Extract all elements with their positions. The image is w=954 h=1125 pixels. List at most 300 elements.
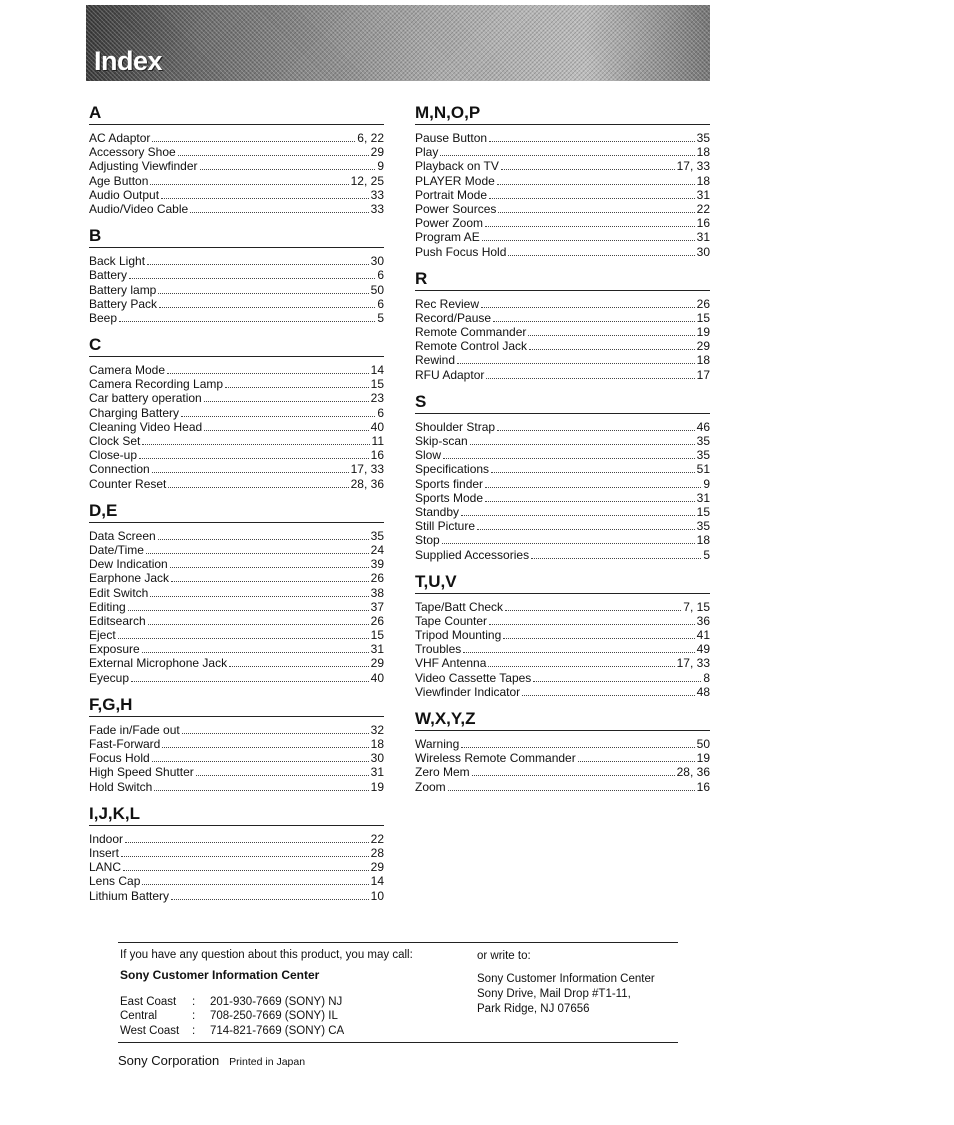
- dot-leader: [142, 875, 368, 885]
- entry-page: 7, 15: [683, 599, 710, 614]
- address-line: Sony Customer Information Center: [477, 973, 655, 985]
- section-rule: [89, 356, 384, 357]
- entry-list: [415, 297, 710, 382]
- entry-label: Video Cassette Tapes: [415, 670, 532, 685]
- index-section: [415, 708, 710, 794]
- section-rule: [415, 290, 710, 291]
- index-entry: [415, 642, 710, 656]
- dot-leader: [159, 298, 375, 308]
- entry-label: Beep: [89, 310, 118, 325]
- entry-page: 23: [370, 391, 384, 406]
- index-entry: [89, 846, 384, 860]
- entry-list: [89, 131, 384, 216]
- index-entry: [89, 188, 384, 202]
- entry-list: [415, 737, 710, 794]
- entry-page: 16: [696, 779, 710, 794]
- entry-label: Data Screen: [89, 528, 156, 543]
- entry-page: 6: [377, 405, 384, 420]
- index-entry: [89, 391, 384, 405]
- dot-leader: [146, 544, 369, 554]
- corporation-name: Sony Corporation: [118, 1053, 220, 1068]
- dot-leader: [442, 534, 695, 544]
- dot-leader: [485, 478, 701, 488]
- dot-leader: [148, 615, 369, 625]
- entry-page: 18: [696, 145, 710, 160]
- index-section: [415, 268, 710, 382]
- entry-page: 28: [370, 845, 384, 860]
- dot-leader: [178, 146, 369, 156]
- dot-leader: [147, 255, 369, 265]
- dot-leader: [497, 421, 695, 431]
- entry-label: Eyecup: [89, 670, 130, 685]
- entry-label: Standby: [415, 504, 460, 519]
- index-entry: [415, 737, 710, 751]
- entry-page: 35: [696, 519, 710, 534]
- entry-page: 5: [377, 310, 384, 325]
- contact-phone: 201-930-7669 (SONY) NJ: [210, 996, 343, 1008]
- entry-page: 30: [370, 254, 384, 269]
- dot-leader: [200, 160, 376, 170]
- index-entry: [415, 477, 710, 491]
- contact-region: West Coast: [120, 1025, 180, 1037]
- dot-leader: [171, 890, 369, 900]
- index-entry: [415, 462, 710, 476]
- entry-label: Remote Control Jack: [415, 339, 528, 354]
- section-heading: R: [415, 268, 428, 288]
- entry-page: 49: [696, 642, 710, 657]
- entry-label: Back Light: [89, 254, 146, 269]
- entry-page: 33: [370, 201, 384, 216]
- entry-page: 6: [377, 268, 384, 283]
- entry-page: 30: [696, 244, 710, 259]
- index-entry: [89, 600, 384, 614]
- dot-leader: [493, 312, 695, 322]
- index-entry: [415, 311, 710, 325]
- index-entry: [89, 377, 384, 391]
- entry-page: 29: [696, 339, 710, 354]
- index-entry: [415, 765, 710, 779]
- dot-leader: [128, 601, 369, 611]
- entry-page: 35: [696, 434, 710, 448]
- dot-leader: [443, 449, 695, 459]
- entry-page: 15: [696, 504, 710, 519]
- dot-leader: [529, 340, 695, 350]
- dot-leader: [119, 312, 375, 322]
- index-entry: [89, 628, 384, 642]
- section-heading: S: [415, 391, 427, 411]
- entry-page: 38: [370, 585, 384, 600]
- dot-leader: [190, 203, 368, 213]
- write-text: or write to:: [477, 950, 531, 962]
- section-heading: B: [89, 226, 102, 246]
- entry-page: 10: [370, 888, 384, 903]
- entry-label: Remote Commander: [415, 325, 527, 340]
- dot-leader: [461, 738, 694, 748]
- section-heading: I,J,K,L: [89, 803, 141, 823]
- contact-phone: 714-821-7669 (SONY) CA: [210, 1025, 345, 1037]
- entry-page: 17: [696, 367, 710, 382]
- entry-page: 31: [370, 642, 384, 657]
- entry-label: Cleaning Video Head: [89, 419, 203, 434]
- entry-label: Viewfinder Indicator: [415, 684, 521, 699]
- dot-leader: [118, 629, 369, 639]
- dot-leader: [167, 364, 369, 374]
- entry-label: Accessory Shoe: [89, 145, 176, 160]
- page-title: Index: [94, 46, 163, 76]
- dot-leader: [485, 217, 695, 227]
- index-entry: [415, 131, 710, 145]
- entry-list: [415, 600, 710, 699]
- entry-label: Tape Counter: [415, 613, 488, 628]
- dot-leader: [448, 781, 695, 791]
- index-entry: [89, 874, 384, 888]
- dot-leader: [470, 435, 695, 445]
- entry-label: Insert: [89, 845, 120, 860]
- dot-leader: [533, 672, 701, 682]
- entry-label: Audio Output: [89, 187, 160, 202]
- section-heading: F,G,H: [89, 694, 133, 714]
- dot-leader: [182, 724, 369, 734]
- corporation-line: [118, 1053, 305, 1068]
- dot-leader: [152, 132, 355, 142]
- index-entry: [89, 586, 384, 600]
- index-entry: [89, 462, 384, 476]
- dot-leader: [489, 189, 695, 199]
- entry-label: Pause Button: [415, 131, 488, 145]
- entry-label: External Microphone Jack: [89, 656, 228, 671]
- index-entry: [415, 230, 710, 244]
- dot-leader: [457, 354, 695, 364]
- dot-leader: [150, 587, 368, 597]
- dot-leader: [477, 520, 695, 530]
- index-entry: [89, 832, 384, 846]
- index-entry: [415, 339, 710, 353]
- dot-leader: [481, 298, 695, 308]
- entry-page: 6: [377, 296, 384, 311]
- printed-in-text: Printed in Japan: [229, 1056, 306, 1068]
- section-rule: [89, 825, 384, 826]
- entry-label: Tripod Mounting: [415, 628, 502, 643]
- dot-leader: [501, 160, 675, 170]
- index-entry: [415, 159, 710, 173]
- entry-label: Program AE: [415, 230, 480, 245]
- entry-page: 39: [370, 557, 384, 572]
- entry-label: Editing: [89, 599, 126, 614]
- dot-leader: [168, 478, 348, 488]
- index-entry: [415, 420, 710, 434]
- dot-leader: [139, 449, 369, 459]
- entry-label: Playback on TV: [415, 159, 499, 174]
- entry-label: Date/Time: [89, 542, 144, 557]
- entry-label: Record/Pause: [415, 310, 492, 325]
- index-entry: [415, 368, 710, 382]
- index-entry: [415, 202, 710, 216]
- index-entry: [89, 159, 384, 173]
- section-rule: [415, 413, 710, 414]
- entry-label: Sports Mode: [415, 490, 484, 505]
- dot-leader: [142, 435, 369, 445]
- index-entry: [89, 765, 384, 779]
- entry-page: 12, 25: [350, 173, 384, 188]
- index-entry: [89, 420, 384, 434]
- entry-page: 19: [696, 325, 710, 340]
- dot-leader: [154, 781, 368, 791]
- index-entry: [89, 145, 384, 159]
- dot-leader: [505, 601, 681, 611]
- entry-label: PLAYER Mode: [415, 173, 495, 188]
- index-entry: [89, 406, 384, 420]
- entry-label: Connection: [89, 462, 150, 477]
- index-entry: [89, 543, 384, 557]
- section-rule: [89, 247, 384, 248]
- entry-page: 24: [370, 542, 384, 557]
- dot-leader: [152, 463, 349, 473]
- entry-label: Battery: [89, 268, 128, 283]
- footer-top-rule: [118, 942, 678, 943]
- entry-page: 11: [371, 434, 384, 448]
- entry-label: Charging Battery: [89, 405, 180, 420]
- contact-row-east: [120, 995, 420, 1009]
- index-entry: [415, 505, 710, 519]
- entry-page: 17, 33: [350, 462, 384, 477]
- dot-leader: [150, 175, 348, 185]
- index-entry: [89, 614, 384, 628]
- entry-label: Supplied Accessories: [415, 547, 530, 562]
- entry-label: Indoor: [89, 831, 124, 846]
- entry-label: RFU Adaptor: [415, 367, 485, 382]
- index-entry: [415, 188, 710, 202]
- index-section: [89, 334, 384, 491]
- entry-page: 31: [696, 490, 710, 505]
- index-entry: [415, 519, 710, 533]
- entry-label: Slow: [415, 448, 442, 463]
- entry-page: 50: [696, 737, 710, 751]
- entry-label: LANC: [89, 860, 122, 875]
- entry-page: 15: [370, 377, 384, 392]
- index-entry: [89, 174, 384, 188]
- contact-footer: [118, 942, 678, 1072]
- section-heading: D,E: [89, 500, 118, 520]
- entry-page: 26: [696, 296, 710, 311]
- section-heading: A: [89, 103, 102, 122]
- entry-page: 29: [370, 656, 384, 671]
- dot-leader: [498, 203, 694, 213]
- footer-bottom-rule: [118, 1042, 678, 1043]
- dot-leader: [508, 246, 694, 256]
- index-section: [415, 102, 710, 259]
- index-entry: [89, 557, 384, 571]
- dot-leader: [497, 175, 695, 185]
- entry-page: 18: [370, 737, 384, 751]
- entry-page: 26: [370, 571, 384, 586]
- index-entry: [89, 671, 384, 685]
- contact-separator: :: [192, 1025, 196, 1037]
- index-entry: [415, 600, 710, 614]
- entry-page: 15: [370, 628, 384, 643]
- dot-leader: [170, 558, 369, 568]
- index-entry: [89, 656, 384, 670]
- dot-leader: [196, 766, 369, 776]
- entry-page: 18: [696, 173, 710, 188]
- dot-leader: [204, 392, 369, 402]
- entry-page: 41: [696, 628, 710, 643]
- index-entry: [415, 671, 710, 685]
- entry-label: Troubles: [415, 642, 462, 657]
- entry-page: 35: [696, 448, 710, 463]
- index-entry: [89, 202, 384, 216]
- index-entry: [89, 297, 384, 311]
- entry-label: Play: [415, 145, 439, 160]
- index-entry: [89, 434, 384, 448]
- entry-label: Zoom: [415, 779, 446, 794]
- entry-page: 46: [696, 419, 710, 434]
- entry-label: Rewind: [415, 353, 456, 368]
- section-heading: C: [89, 335, 102, 355]
- entry-label: AC Adaptor: [89, 131, 151, 145]
- entry-label: Eject: [89, 628, 116, 643]
- entry-label: Camera Recording Lamp: [89, 377, 224, 392]
- entry-page: 37: [370, 599, 384, 614]
- entry-page: 30: [370, 751, 384, 766]
- entry-list: [89, 363, 384, 491]
- entry-label: Edit Switch: [89, 585, 149, 600]
- entry-page: 14: [370, 874, 384, 889]
- entry-page: 26: [370, 613, 384, 628]
- entry-label: Dew Indication: [89, 557, 168, 572]
- index-column-right: [415, 102, 710, 803]
- entry-label: Wireless Remote Commander: [415, 751, 576, 766]
- index-entry: [415, 614, 710, 628]
- entry-label: Still Picture: [415, 519, 476, 534]
- index-entry: [415, 325, 710, 339]
- dot-leader: [225, 378, 369, 388]
- entry-label: Rec Review: [415, 296, 480, 311]
- index-entry: [89, 529, 384, 543]
- index-entry: [89, 860, 384, 874]
- dot-leader: [482, 231, 695, 241]
- entry-page: 28, 36: [676, 765, 710, 780]
- dot-leader: [204, 421, 368, 431]
- index-entry: [415, 751, 710, 765]
- dot-leader: [522, 686, 694, 696]
- entry-label: Tape/Batt Check: [415, 599, 504, 614]
- index-entry: [415, 491, 710, 505]
- section-rule: [415, 730, 710, 731]
- entry-label: Earphone Jack: [89, 571, 170, 586]
- index-entry: [415, 448, 710, 462]
- section-rule: [89, 124, 384, 125]
- entry-page: 29: [370, 145, 384, 160]
- index-entry: [415, 434, 710, 448]
- dot-leader: [503, 629, 694, 639]
- entry-page: 16: [370, 448, 384, 463]
- entry-list: [89, 529, 384, 685]
- entry-page: 22: [370, 831, 384, 846]
- index-entry: [89, 254, 384, 268]
- section-heading: M,N,O,P: [415, 103, 481, 122]
- index-entry: [89, 283, 384, 297]
- entry-label: Camera Mode: [89, 363, 166, 378]
- entry-label: Adjusting Viewfinder: [89, 159, 198, 174]
- entry-page: 31: [696, 187, 710, 202]
- index-entry: [89, 131, 384, 145]
- index-section: [415, 391, 710, 562]
- entry-page: 6, 22: [357, 131, 384, 145]
- address-line: Park Ridge, NJ 07656: [477, 1003, 590, 1015]
- entry-list: [415, 420, 710, 562]
- entry-label: Audio/Video Cable: [89, 201, 189, 216]
- entry-page: 35: [696, 131, 710, 145]
- entry-page: 50: [370, 282, 384, 297]
- index-entry: [415, 780, 710, 794]
- entry-list: [415, 131, 710, 259]
- entry-label: Power Sources: [415, 201, 497, 216]
- entry-page: 15: [696, 310, 710, 325]
- entry-page: 28, 36: [350, 476, 384, 491]
- index-entry: [415, 628, 710, 642]
- entry-page: 17, 33: [676, 159, 710, 174]
- entry-page: 33: [370, 187, 384, 202]
- entry-page: 19: [370, 779, 384, 794]
- index-section: [89, 694, 384, 794]
- index-entry: [89, 737, 384, 751]
- entry-label: Editsearch: [89, 613, 146, 628]
- dot-leader: [152, 752, 369, 762]
- entry-label: Exposure: [89, 642, 140, 657]
- entry-label: Power Zoom: [415, 216, 484, 231]
- section-rule: [415, 124, 710, 125]
- entry-page: 36: [696, 613, 710, 628]
- entry-label: Age Button: [89, 173, 149, 188]
- index-entry: [89, 642, 384, 656]
- dot-leader: [491, 463, 695, 473]
- entry-label: Stop: [415, 533, 440, 548]
- entry-list: [89, 254, 384, 325]
- dot-leader: [486, 369, 694, 379]
- section-rule: [89, 522, 384, 523]
- contact-phone: 708-250-7669 (SONY) IL: [210, 1010, 338, 1022]
- section-rule: [89, 716, 384, 717]
- index-column-left: [89, 102, 384, 912]
- index-section: [89, 500, 384, 685]
- dot-leader: [485, 492, 695, 502]
- entry-page: 18: [696, 533, 710, 548]
- entry-label: Portrait Mode: [415, 187, 488, 202]
- dot-leader: [131, 672, 369, 682]
- entry-page: 51: [696, 462, 710, 477]
- index-entry: [415, 548, 710, 562]
- entry-page: 35: [370, 528, 384, 543]
- index-entry: [415, 297, 710, 311]
- contact-separator: :: [192, 996, 196, 1008]
- entry-page: 40: [370, 419, 384, 434]
- entry-label: Sports finder: [415, 476, 484, 491]
- contact-row-west: [120, 1024, 420, 1038]
- entry-page: 17, 33: [676, 656, 710, 671]
- entry-label: VHF Antenna: [415, 656, 487, 671]
- dot-leader: [531, 549, 701, 559]
- entry-page: 8: [703, 670, 710, 685]
- dot-leader: [489, 615, 695, 625]
- entry-label: Fade in/Fade out: [89, 722, 180, 737]
- dot-leader: [181, 407, 375, 417]
- index-entry: [89, 889, 384, 903]
- question-text: If you have any question about this product, you may call:: [120, 949, 413, 961]
- entry-label: Battery lamp: [89, 282, 157, 297]
- entry-page: 31: [696, 230, 710, 245]
- entry-page: 22: [696, 201, 710, 216]
- dot-leader: [528, 326, 694, 336]
